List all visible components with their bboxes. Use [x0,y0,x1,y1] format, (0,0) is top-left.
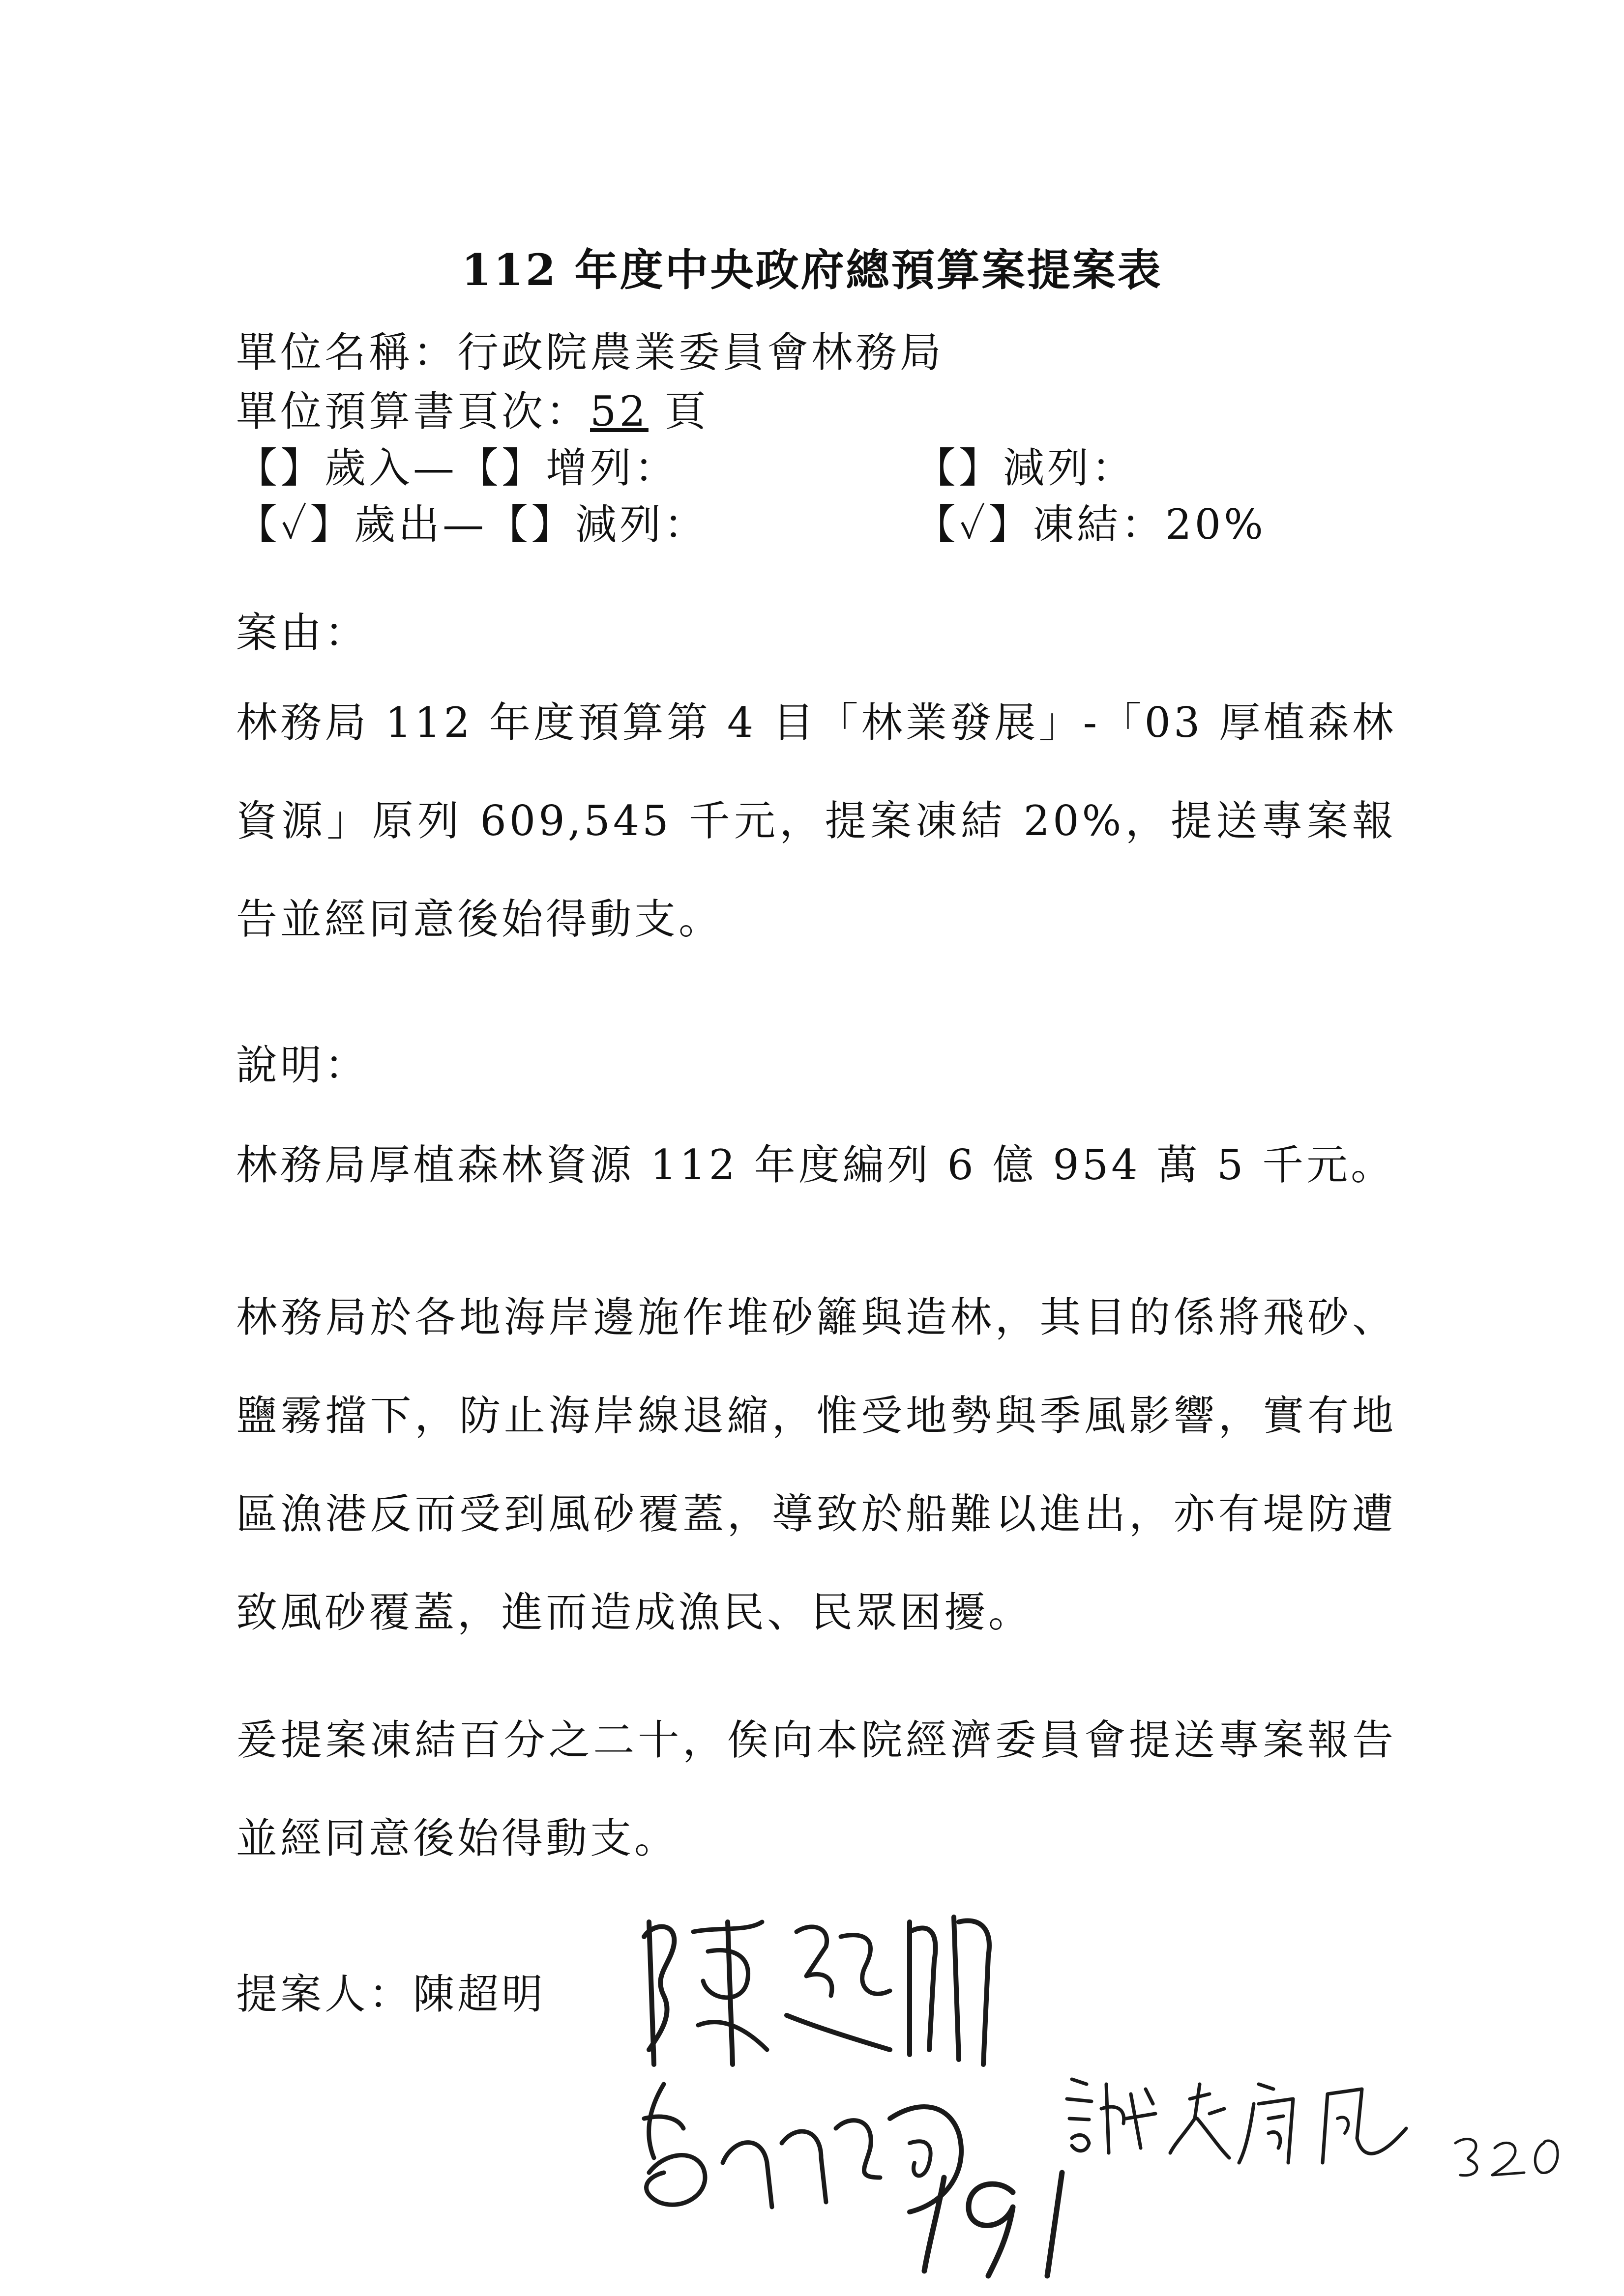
revenue-decrease-option: 【】減列： [915,444,1136,492]
reason-heading: 案由： [236,609,369,657]
explanation-paragraph: 林務局於各地海岸邊施作堆砂籬與造林，其目的係將飛砂、鹽霧擋下，防止海岸線退縮，惟受地勢與季風影響，實有地區漁港反而受到風砂覆蓋，導致於船難以進出，亦有堤防遭致風砂覆蓋，進而造成漁民、民眾困擾。 [236,1293,1396,1636]
handwritten-signature-3 [1062,2064,1416,2173]
explanation-paragraph: 林務局厚植森林資源 112 年度編列 6 億 954 萬 5 千元。 [236,1141,1395,1189]
handwritten-page-number [915,2158,1092,2281]
explanation-paragraph: 爰提案凍結百分之二十，俟向本院經濟委員會提送專案報告並經同意後始得動支。 [236,1716,1396,1862]
explanation-heading: 說明： [236,1041,369,1089]
budget-page-number: 52 [590,387,649,436]
revenue-option: 【】歲入—【】增列： [236,444,679,492]
proposer-line: 提案人：陳超明 [236,1970,546,2018]
handwritten-signature-1 [634,1902,1008,2079]
budget-page-line [236,378,709,438]
expenditure-option: 【✓】歲出—【】減列： [236,500,709,549]
page-title: 112 年度中央政府總預算案提案表 [461,244,1163,295]
freeze-option: 【✓】凍結：20% [915,500,1266,549]
handwritten-margin-note [1446,2128,1568,2182]
reason-text: 林務局 112 年度預算第 4 目「林業發展」-「03 厚植森林資源」原列 609,545 千元，提案凍結 20%，提送專案報告並經同意後始得動支。 [236,698,1396,943]
budget-page-label: 單位預算書頁次： [236,387,591,436]
budget-page-unit: 頁 [648,387,709,436]
unit-name: 單位名稱：行政院農業委員會林務局 [236,328,945,377]
